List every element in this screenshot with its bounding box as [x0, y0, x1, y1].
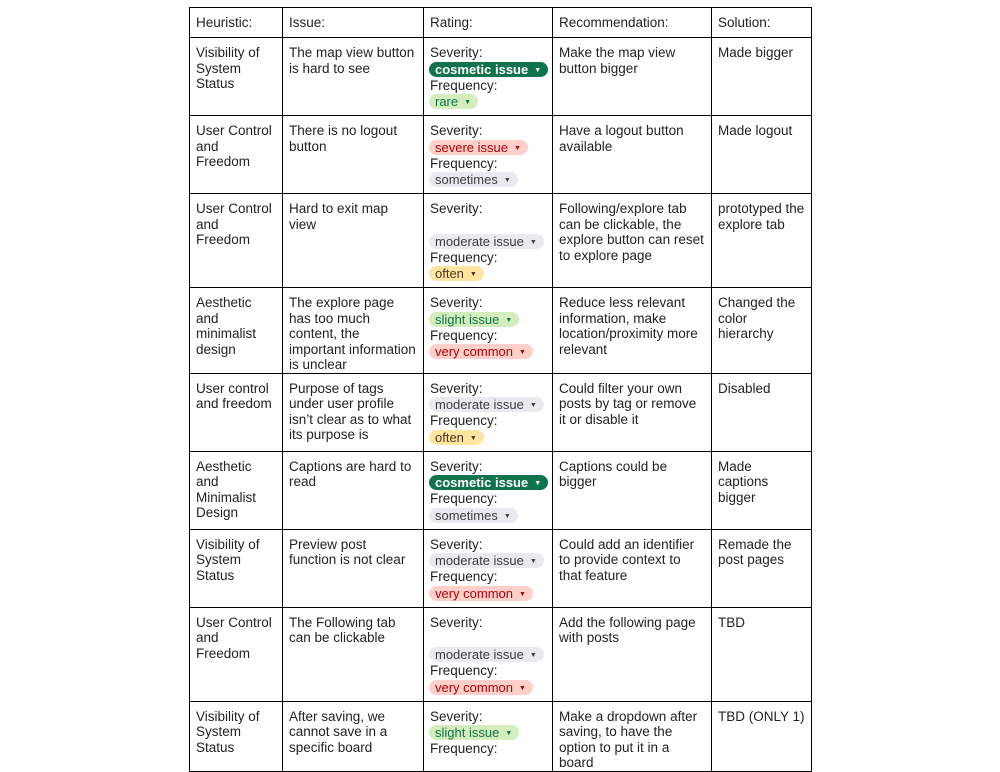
- frequency-label: Frequency:: [430, 569, 498, 584]
- heuristic-cell: User Control and Freedom: [190, 194, 283, 288]
- severity-label: Severity:: [430, 536, 483, 552]
- severity-dropdown-chip[interactable]: [429, 397, 544, 412]
- issue-cell: There is no logout button: [283, 116, 424, 194]
- heuristic-cell: Visibility of System Status: [190, 701, 283, 771]
- frequency-label: Frequency:: [430, 413, 498, 428]
- frequency-dropdown-chip[interactable]: [429, 344, 533, 359]
- recommendation-cell: Could filter your own posts by tag or remove it or disable it: [553, 373, 712, 451]
- table-row: [190, 451, 812, 529]
- severity-dropdown-chip[interactable]: [429, 725, 519, 740]
- header-solution: Solution:: [712, 8, 812, 38]
- heuristic-cell: User control and freedom: [190, 373, 283, 451]
- chip-label: slight issue: [435, 311, 500, 327]
- chevron-down-icon: ▼: [529, 238, 537, 246]
- severity-label: Severity:: [430, 458, 483, 474]
- heuristic-cell: Visibility of System Status: [190, 38, 283, 116]
- issue-cell: Preview post function is not clear: [283, 529, 424, 607]
- header-rating: Rating:: [424, 8, 553, 38]
- solution-cell: Made captions bigger: [712, 451, 812, 529]
- chevron-down-icon: ▼: [505, 316, 513, 324]
- recommendation-cell: Make the map view button bigger: [553, 38, 712, 116]
- frequency-dropdown-chip[interactable]: [429, 430, 484, 445]
- severity-dropdown-chip[interactable]: [429, 62, 548, 77]
- chevron-down-icon: ▼: [503, 512, 511, 520]
- blank-line: [430, 630, 546, 646]
- chevron-down-icon: ▼: [505, 730, 513, 737]
- frequency-label: Frequency:: [430, 491, 498, 506]
- severity-label: Severity:: [430, 123, 483, 138]
- chip-label: cosmetic issue: [435, 61, 529, 77]
- chip-label: rare: [435, 94, 459, 109]
- chip-label: moderate issue: [435, 233, 524, 249]
- chip-label: often: [435, 266, 464, 281]
- issue-cell: Hard to exit map view: [283, 194, 424, 288]
- frequency-dropdown-chip[interactable]: [429, 586, 533, 601]
- table-row: [190, 194, 812, 288]
- rating-cell: [424, 529, 553, 607]
- chevron-down-icon: ▼: [513, 144, 521, 152]
- rating-cell: [424, 116, 553, 194]
- severity-dropdown-chip[interactable]: [429, 647, 544, 662]
- severity-label: Severity:: [430, 201, 483, 216]
- chip-label: moderate issue: [435, 647, 524, 662]
- heuristic-cell: Visibility of System Status: [190, 529, 283, 607]
- chip-label: moderate issue: [435, 553, 524, 568]
- chip-label: severe issue: [435, 139, 508, 155]
- rating-cell: [424, 373, 553, 451]
- heuristic-cell: Aesthetic and minimalist design: [190, 288, 283, 374]
- severity-dropdown-chip[interactable]: [429, 140, 528, 155]
- rating-cell: [424, 451, 553, 529]
- chevron-down-icon: ▼: [529, 652, 537, 659]
- severity-dropdown-chip[interactable]: [429, 553, 544, 568]
- frequency-label: Frequency:: [430, 327, 498, 343]
- solution-cell: Disabled: [712, 373, 812, 451]
- chevron-down-icon: ▼: [503, 177, 511, 184]
- recommendation-cell: Make a dropdown after saving, to have the option to put it in a board: [553, 701, 712, 771]
- severity-label: Severity:: [430, 708, 483, 724]
- solution-cell: TBD (ONLY 1): [712, 701, 812, 771]
- frequency-dropdown-chip[interactable]: [429, 94, 478, 109]
- recommendation-cell: Reduce less relevant information, make location/proximity more relevant: [553, 288, 712, 374]
- severity-dropdown-chip[interactable]: [429, 475, 548, 490]
- header-recommendation: Recommendation:: [553, 8, 712, 38]
- frequency-label: Frequency:: [430, 741, 498, 756]
- chevron-down-icon: ▼: [519, 684, 526, 692]
- chevron-down-icon: ▼: [529, 402, 537, 409]
- heuristic-cell: Aesthetic and Minimalist Design: [190, 451, 283, 529]
- frequency-label: Frequency:: [430, 663, 498, 678]
- solution-cell: Changed the color hierarchy: [712, 288, 812, 374]
- frequency-dropdown-chip[interactable]: [429, 266, 484, 281]
- heuristic-cell: User Control and Freedom: [190, 116, 283, 194]
- table-row: [190, 529, 812, 607]
- chip-label: sometimes: [435, 172, 498, 187]
- chevron-down-icon: ▼: [534, 480, 542, 487]
- recommendation-cell: Captions could be bigger: [553, 451, 712, 529]
- heuristic-evaluation-table: [189, 7, 812, 772]
- rating-cell: [424, 38, 553, 116]
- table-row: [190, 607, 812, 701]
- frequency-dropdown-chip[interactable]: [429, 680, 533, 695]
- chip-label: very common: [435, 344, 514, 359]
- chevron-down-icon: ▼: [469, 434, 477, 442]
- solution-cell: prototyped the explore tab: [712, 194, 812, 288]
- solution-cell: Made logout: [712, 116, 812, 194]
- severity-label: Severity:: [430, 380, 483, 396]
- chevron-down-icon: ▼: [464, 99, 472, 106]
- chip-label: sometimes: [435, 507, 498, 523]
- solution-cell: TBD: [712, 607, 812, 701]
- severity-dropdown-chip[interactable]: [429, 312, 519, 327]
- frequency-label: Frequency:: [430, 249, 498, 265]
- header-heuristic: Heuristic:: [190, 8, 283, 38]
- chip-label: often: [435, 429, 464, 445]
- recommendation-cell: Following/explore tab can be clickable, the explore button can reset to explore page: [553, 194, 712, 288]
- issue-cell: Captions are hard to read: [283, 451, 424, 529]
- issue-cell: Purpose of tags under user profile isn’t clear as to what its purpose is: [283, 373, 424, 451]
- issue-cell: After saving, we cannot save in a specific board: [283, 701, 424, 771]
- frequency-dropdown-chip[interactable]: [429, 172, 518, 187]
- chevron-down-icon: ▼: [469, 271, 477, 278]
- chevron-down-icon: ▼: [534, 66, 542, 74]
- recommendation-cell: Could add an identifier to provide context to that feature: [553, 529, 712, 607]
- table-row: [190, 38, 812, 116]
- chip-label: cosmetic issue: [435, 475, 529, 490]
- table-row: [190, 116, 812, 194]
- solution-cell: Remade the post pages: [712, 529, 812, 607]
- rating-cell: [424, 194, 553, 288]
- frequency-label: Frequency:: [430, 155, 498, 171]
- blank-line: [430, 217, 546, 233]
- severity-label: Severity:: [430, 295, 483, 310]
- header-issue: Issue:: [283, 8, 424, 38]
- recommendation-cell: Add the following page with posts: [553, 607, 712, 701]
- solution-cell: Made bigger: [712, 38, 812, 116]
- severity-dropdown-chip[interactable]: [429, 234, 544, 249]
- chevron-down-icon: ▼: [519, 590, 526, 598]
- chevron-down-icon: ▼: [519, 349, 526, 356]
- table-row: [190, 373, 812, 451]
- severity-label: Severity:: [430, 45, 483, 60]
- header-row: [190, 8, 812, 38]
- chevron-down-icon: ▼: [529, 558, 537, 565]
- chip-label: moderate issue: [435, 397, 524, 412]
- issue-cell: The explore page has too much content, the important information is unclear: [283, 288, 424, 374]
- heuristic-cell: User Control and Freedom: [190, 607, 283, 701]
- severity-label: Severity:: [430, 614, 483, 630]
- chip-label: very common: [435, 679, 514, 695]
- frequency-dropdown-chip[interactable]: [429, 508, 518, 523]
- chip-label: slight issue: [435, 725, 500, 740]
- table-row: [190, 288, 812, 374]
- issue-cell: The Following tab can be clickable: [283, 607, 424, 701]
- rating-cell: [424, 288, 553, 374]
- chip-label: very common: [435, 585, 514, 601]
- issue-cell: The map view button is hard to see: [283, 38, 424, 116]
- recommendation-cell: Have a logout button available: [553, 116, 712, 194]
- rating-cell: [424, 607, 553, 701]
- frequency-label: Frequency:: [430, 77, 498, 93]
